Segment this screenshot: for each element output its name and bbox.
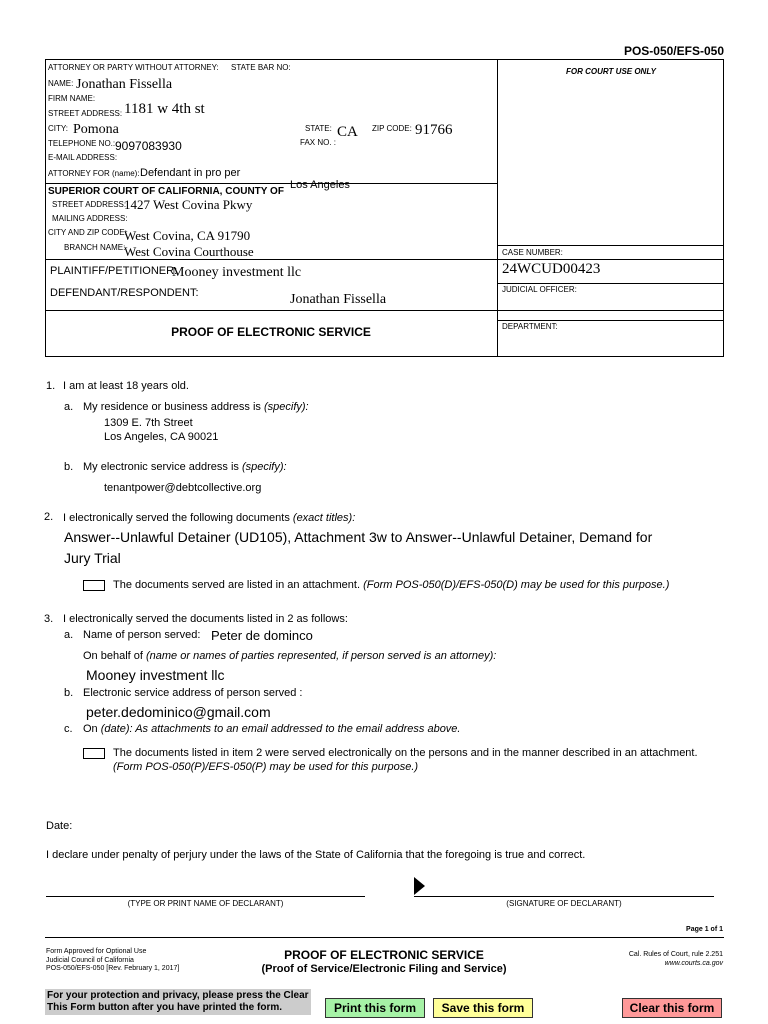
on-behalf-field[interactable]: Mooney investment llc xyxy=(86,667,225,683)
item-3c-note: (date): As attachments to an email addressed to the email address above. xyxy=(100,723,461,735)
footer-title-line-2: (Proof of Service/Electronic Filing and Service) xyxy=(261,963,507,975)
declarant-name-caption: (TYPE OR PRINT NAME OF DECLARANT) xyxy=(127,899,284,908)
firm-label: FIRM NAME: xyxy=(48,94,96,103)
city-field[interactable]: Pomona xyxy=(73,122,119,137)
state-field[interactable]: CA xyxy=(337,124,358,140)
city-label: CITY: xyxy=(48,124,69,133)
print-form-button[interactable]: Print this form xyxy=(325,998,425,1018)
item-3-number: 3. xyxy=(44,613,54,625)
street-label: STREET ADDRESS: xyxy=(48,109,123,118)
judicial-officer-label: JUDICIAL OFFICER: xyxy=(502,285,577,294)
item-2-label: I electronically served the following documents xyxy=(63,512,290,524)
item-1b-label: My electronic service address is xyxy=(83,461,239,473)
clear-form-button[interactable]: Clear this form xyxy=(622,998,722,1018)
item-1-text: I am at least 18 years old. xyxy=(63,380,189,392)
item-3a-label: Name of person served: xyxy=(83,629,201,641)
state-label: STATE: xyxy=(305,124,332,133)
state-bar-label: STATE BAR NO: xyxy=(231,63,291,72)
name-label: NAME: xyxy=(48,79,74,88)
item-3a-letter: a. xyxy=(64,629,74,641)
branch-label: BRANCH NAME: xyxy=(64,243,126,252)
county-field[interactable]: Los Angeles xyxy=(290,179,350,191)
court-rules-line: Cal. Rules of Court, rule 2.251 xyxy=(628,951,723,958)
declaration-text: I declare under penalty of perjury under the laws of the State of California that the foregoing is true and correct. xyxy=(46,849,586,861)
case-number-label: CASE NUMBER: xyxy=(502,248,563,257)
item-3b-label: Electronic service address of person served : xyxy=(83,687,303,699)
item-1-number: 1. xyxy=(46,380,56,392)
privacy-notice-line-1: For your protection and privacy, please press the Clear xyxy=(47,990,309,1001)
plaintiff-field[interactable]: Mooney investment llc xyxy=(172,265,302,280)
footer-title-line-1: PROOF OF ELECTRONIC SERVICE xyxy=(284,948,484,962)
privacy-notice-line-2: This Form button after you have printed the form. xyxy=(47,1002,283,1013)
item-1a-label: My residence or business address is xyxy=(83,401,261,413)
item-1a-specify: (specify): xyxy=(263,401,309,413)
item-3c-letter: c. xyxy=(64,723,73,735)
item-1a-letter: a. xyxy=(64,401,74,413)
documents-served-line-2[interactable]: Jury Trial xyxy=(64,550,121,566)
telephone-field[interactable]: 9097083930 xyxy=(115,139,182,153)
attorney-label: ATTORNEY OR PARTY WITHOUT ATTORNEY: xyxy=(48,63,219,72)
signature-caption: (SIGNATURE OF DECLARANT) xyxy=(506,899,622,908)
court-street-label: STREET ADDRESS: xyxy=(52,200,127,209)
item-2-checkbox-label: The documents served are listed in an attachment. xyxy=(113,579,361,591)
defendant-label: DEFENDANT/RESPONDENT: xyxy=(50,287,199,299)
item-1a-text xyxy=(83,402,309,413)
footer-title xyxy=(214,948,554,976)
on-behalf-text xyxy=(83,651,496,662)
form-id: POS-050/EFS-050 xyxy=(623,44,724,58)
item-2-attachment-checkbox[interactable] xyxy=(83,580,105,591)
defendant-field[interactable]: Jonathan Fissella xyxy=(290,292,387,307)
privacy-notice xyxy=(45,989,311,1015)
item-3-text: I electronically served the documents listed in 2 as follows: xyxy=(63,613,348,625)
form-title: PROOF OF ELECTRONIC SERVICE xyxy=(171,325,371,339)
telephone-label: TELEPHONE NO.: xyxy=(48,139,116,148)
signature-arrow-icon xyxy=(414,877,425,895)
person-served-email-field[interactable]: peter.dedominico@gmail.com xyxy=(86,704,271,720)
fax-label: FAX NO. : xyxy=(300,138,337,147)
item-1b-text xyxy=(83,462,287,473)
on-behalf-note: (name or names of parties represented, if person served is an attorney): xyxy=(146,650,497,662)
form-approved-line-2: Judicial Council of California xyxy=(46,956,134,964)
form-approved xyxy=(46,948,179,974)
court-label: SUPERIOR COURT OF CALIFORNIA, COUNTY OF xyxy=(48,186,284,197)
zip-field[interactable]: 91766 xyxy=(415,122,453,138)
attorney-for-field[interactable]: Defendant in pro per xyxy=(140,167,241,179)
declarant-name-line[interactable] xyxy=(46,896,365,897)
court-street-field[interactable]: 1427 West Covina Pkwy xyxy=(124,197,253,212)
item-3c-text xyxy=(83,724,460,735)
form-approved-line-1: Form Approved for Optional Use xyxy=(46,948,147,955)
name-field[interactable]: Jonathan Fissella xyxy=(76,77,173,92)
page-number: Page 1 of 1 xyxy=(686,926,723,933)
item-1b-letter: b. xyxy=(64,461,74,473)
branch-field[interactable]: West Covina Courthouse xyxy=(124,244,254,259)
attorney-for-label: ATTORNEY FOR (name): xyxy=(48,169,140,178)
documents-served-line-1[interactable]: Answer--Unlawful Detainer (UD105), Attachment 3w to Answer--Unlawful Detainer, Demand for xyxy=(64,529,653,545)
department-label: DEPARTMENT: xyxy=(502,322,558,331)
residence-address-line-1[interactable]: 1309 E. 7th Street xyxy=(104,417,193,429)
electronic-service-address-field[interactable]: tenantpower@debtcollective.org xyxy=(104,482,262,494)
email-label: E-MAIL ADDRESS: xyxy=(48,153,118,162)
item-3b-letter: b. xyxy=(64,687,74,699)
on-behalf-label: On behalf of xyxy=(83,650,143,662)
mailing-label: MAILING ADDRESS: xyxy=(52,214,128,223)
signature-line[interactable] xyxy=(414,896,714,897)
zip-label: ZIP CODE: xyxy=(372,124,412,133)
item-2-specify: (exact titles): xyxy=(292,512,356,524)
item-2-number: 2. xyxy=(44,511,54,523)
court-rules xyxy=(629,950,723,968)
item-2-checkbox-text xyxy=(113,580,669,591)
form-approved-line-3: POS-050/EFS-050 [Rev. February 1, 2017] xyxy=(46,965,180,972)
court-website: www.courts.ca.gov xyxy=(664,960,723,967)
city-zip-field[interactable]: West Covina, CA 91790 xyxy=(124,228,251,243)
case-number-field[interactable]: 24WCUD00423 xyxy=(502,261,601,277)
residence-address-line-2[interactable]: Los Angeles, CA 90021 xyxy=(104,431,219,443)
city-zip-label: CITY AND ZIP CODE: xyxy=(48,228,127,237)
item-3c-label: On xyxy=(83,723,98,735)
plaintiff-label: PLAINTIFF/PETITIONER: xyxy=(50,265,178,277)
item-2-text xyxy=(63,513,355,524)
item-2-checkbox-note: (Form POS-050(D)/EFS-050(D) may be used for this purpose.) xyxy=(363,579,670,591)
item-3-attachment-checkbox[interactable] xyxy=(83,748,105,759)
item-3-checkbox-label: The documents listed in item 2 were served electronically on the persons and in the manner described in an attachment. xyxy=(113,747,698,759)
date-label: Date: xyxy=(46,820,73,832)
person-served-field[interactable]: Peter de dominco xyxy=(211,628,313,643)
save-form-button[interactable]: Save this form xyxy=(433,998,533,1018)
item-3-checkbox-note: (Form POS-050(P)/EFS-050(P) may be used for this purpose.) xyxy=(113,761,419,773)
item-1b-specify: (specify): xyxy=(241,461,287,473)
street-field[interactable]: 1181 w 4th st xyxy=(124,101,205,117)
court-use-label: FOR COURT USE ONLY xyxy=(566,67,656,76)
